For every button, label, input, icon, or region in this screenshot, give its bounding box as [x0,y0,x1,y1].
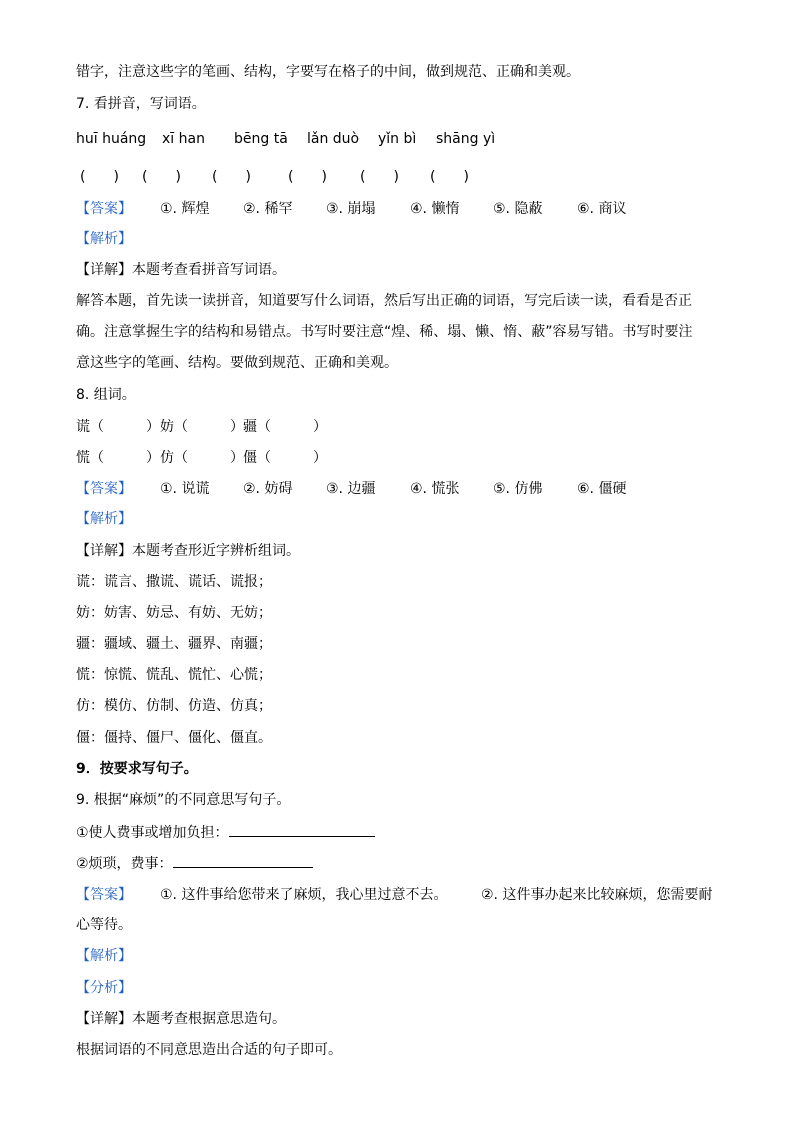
paren-3[interactable]: ( ) [212,169,251,185]
q7-para-2: 确。注意掌握生字的结构和易错点。书写时要注意“煌、稀、塌、懒、惰、蔽”容易写错。书写时要注 [76,324,693,340]
pinyin-3: bēng tā [234,131,288,147]
q9-detail: 【详解】本题考查根据意思造句。 [76,1011,286,1027]
q8-item-1[interactable]: 谎（ ） [76,419,160,435]
answer-tag: 【答案】 [76,201,132,217]
word-line-6: 僵：僵持、僵尸、僵化、僵直。 [76,730,272,746]
q9-item-2-blank[interactable] [173,853,313,868]
answer-1: ①. 说谎 [160,481,210,497]
word-line-2: 妨：妨害、妨忌、有妨、无妨； [76,605,272,621]
answer-5: ⑤. 仿佛 [493,481,543,497]
pinyin-4: lǎn duò [307,131,360,147]
q9-item-2 [76,853,313,874]
q9-item-2-label: ②烦琐，费事： [76,856,173,872]
q8-item-2[interactable]: 妨（ ） [160,419,244,435]
word-line-1: 谎：谎言、撒谎、谎话、谎报； [76,574,272,590]
paren-5[interactable]: ( ) [360,169,399,185]
q7-para-1: 解答本题，首先读一读拼音，知道要写什么词语，然后写出正确的词语，写完后读一读，看看是否正 [76,293,692,309]
pinyin-2: xī han [162,131,205,147]
q8-item-6[interactable]: 僵（ ） [243,450,327,466]
q9-item-1 [76,822,375,843]
q8-item-4[interactable]: 慌（ ） [76,450,160,466]
q9-item-1-label: ①使人费事或增加负担： [76,825,229,841]
answer-6: ⑥. 僵硬 [577,481,627,497]
q9-fenxi: 【分析】 [76,980,132,996]
answer-2: ②. 妨碍 [243,481,293,497]
paren-4[interactable]: ( ) [288,169,327,185]
q8-detail: 【详解】本题考查形近字辨析组词。 [76,543,300,559]
answer-3: ③. 边疆 [326,481,376,497]
answer-5: ⑤. 隐蔽 [493,201,543,217]
q7-jiexi: 【解析】 [76,231,132,247]
answer-3: ③. 崩塌 [326,201,376,217]
answer-1: ①. 辉煌 [160,201,210,217]
q7-para-3: 意这些字的笔画、结构。要做到规范、正确和美观。 [76,355,398,371]
q9-item-1-blank[interactable] [229,822,375,837]
q7-title: 7. 看拼音，写词语。 [76,96,206,112]
answer-2: ②. 稀罕 [243,201,293,217]
answer-4: ④. 慌张 [410,481,460,497]
pinyin-1: huī huáng [76,131,147,147]
q8-item-5[interactable]: 仿（ ） [160,450,244,466]
section-9-heading: 9．按要求写句子。 [76,761,198,777]
pinyin-5: yǐn bì [378,131,417,147]
answer-1: ①. 这件事给您带来了麻烦，我心里过意不去。 [160,887,448,903]
pinyin-6: shāng yì [436,131,496,147]
answer-2: ②. 这件事办起来比较麻烦，您需要耐 [481,887,713,903]
q7-detail: 【详解】本题考查看拼音写词语。 [76,262,286,278]
q8-title: 8. 组词。 [76,387,136,403]
paren-6[interactable]: ( ) [430,169,469,185]
answer-4: ④. 懒惰 [410,201,460,217]
word-line-5: 仿：模仿、仿制、仿造、仿真； [76,698,272,714]
word-line-4: 慌：惊慌、慌乱、慌忙、心慌； [76,667,272,683]
q9-title: 9. 根据“麻烦”的不同意思写句子。 [76,792,291,808]
q8-jiexi: 【解析】 [76,511,132,527]
q8-item-3[interactable]: 疆（ ） [243,419,327,435]
paren-2[interactable]: ( ) [142,169,181,185]
word-line-3: 疆：疆域、疆土、疆界、南疆； [76,636,272,652]
answer-tag: 【答案】 [76,887,132,903]
intro-line: 错字，注意这些字的笔画、结构，字要写在格子的中间，做到规范、正确和美观。 [76,64,580,80]
q9-para: 根据词语的不同意思造出合适的句子即可。 [76,1042,342,1058]
answer-2-continued: 心等待。 [76,917,132,933]
answer-6: ⑥. 商议 [577,201,627,217]
answer-tag: 【答案】 [76,481,132,497]
q9-jiexi: 【解析】 [76,948,132,964]
paren-1[interactable]: ( ) [80,169,119,185]
